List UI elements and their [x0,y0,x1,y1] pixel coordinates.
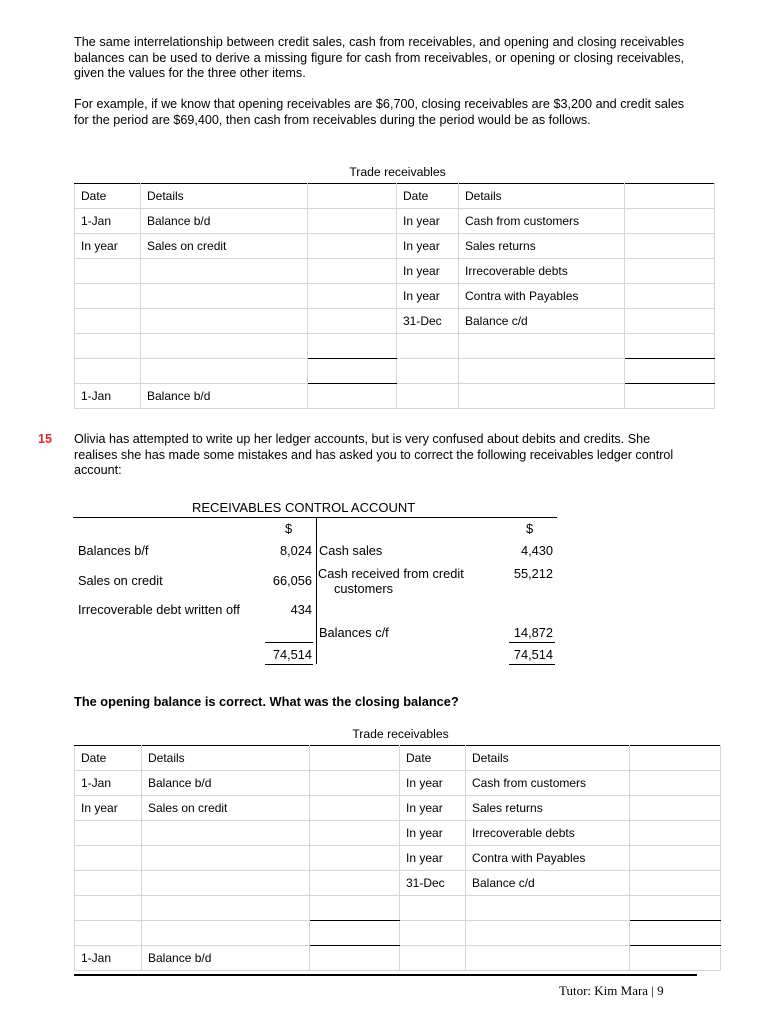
credit-currency: $ [526,521,534,536]
trade-receivables-ledger-2 [74,722,721,971]
account-title: RECEIVABLES CONTROL ACCOUNT [192,500,416,515]
ledger-date: In year [397,284,459,309]
ledger-details: Balance c/d [466,871,630,896]
ledger-title: Trade receivables [349,164,446,179]
credit-label-continued: customers [334,581,394,596]
ledger-details: Balance b/d [142,946,310,971]
ledger-date: 31-Dec [400,871,466,896]
page-footer: Tutor: Kim Mara | 9 [559,983,664,998]
credit-total-rule [509,642,555,643]
ledger-title: Trade receivables [352,726,449,741]
intro-paragraph-2: For example, if we know that opening receivables are $6,700, closing receivables are $3,200 and credit sales for the period are $69,400, then cash from receivables during the period would be as follows. [74,97,684,127]
ledger-details: Sales on credit [141,234,308,259]
credit-amount: 4,430 [520,543,553,558]
date-header: Date [397,184,459,209]
debit-total-underline [265,664,313,665]
intro-paragraph-1: The same interrelationship between credit sales, cash from receivables, and opening and closing receivables balances can be used to derive a missing figure for cash from receivables, or opening or closing receivables, given the values for the three other items. [74,35,684,80]
ledger-date: 1-Jan [75,771,142,796]
details-header: Details [459,184,625,209]
debit-total: 74,514 [272,647,312,662]
credit-label: Cash received from credit [318,566,464,581]
ledger-details: Contra with Payables [466,846,630,871]
ledger-date: 31-Dec [397,309,459,334]
details-header: Details [141,184,308,209]
question-number: 15 [38,432,53,446]
ledger-date: In year [397,259,459,284]
ledger-details: Irrecoverable debts [459,259,625,284]
details-header: Details [466,746,630,771]
ledger-date: In year [400,771,466,796]
ledger-date: 1-Jan [75,946,142,971]
credit-amount: 55,212 [513,566,553,581]
details-header: Details [142,746,310,771]
ledger-details: Sales on credit [142,796,310,821]
credit-label: Balances c/f [319,625,389,640]
ledger-date: In year [400,796,466,821]
date-header: Date [75,184,141,209]
footer-rule [74,974,697,976]
ledger-date: In year [400,846,466,871]
debit-amount: 434 [290,602,312,617]
debit-amount: 8,024 [279,543,312,558]
credit-total-underline [509,664,555,665]
question-text: Olivia has attempted to write up her ledger accounts, but is very confused about debits and credits. She realises she has made some mistakes and has asked you to correct the following receivables ledger control account: [74,432,674,477]
ledger-date: In year [400,821,466,846]
ledger-details: Balance c/d [459,309,625,334]
credit-label: Cash sales [319,543,383,558]
ledger-details: Irrecoverable debts [466,821,630,846]
credit-amount: 14,872 [513,625,553,640]
ledger-details: Balance b/d [141,384,308,409]
ledger-details: Sales returns [466,796,630,821]
ledger-date: In year [397,209,459,234]
trade-receivables-ledger-1 [74,160,715,409]
date-header: Date [75,746,142,771]
ledger-details: Balance b/d [141,209,308,234]
ledger-date: In year [75,234,141,259]
closing-balance-question: The opening balance is correct. What was the closing balance? [74,694,459,709]
debit-currency: $ [285,521,293,536]
ledger-details: Contra with Payables [459,284,625,309]
debit-amount: 66,056 [272,573,312,588]
account-top-rule [73,517,557,518]
ledger-details: Sales returns [459,234,625,259]
debit-label: Irrecoverable debt written off [78,602,240,617]
debit-total-rule [265,642,313,643]
ledger-details: Cash from customers [466,771,630,796]
ledger-date: 1-Jan [75,209,141,234]
ledger-details: Balance b/d [142,771,310,796]
credit-total: 74,514 [513,647,553,662]
date-header: Date [400,746,466,771]
account-center-rule [316,518,317,664]
ledger-date: 1-Jan [75,384,141,409]
ledger-details: Cash from customers [459,209,625,234]
debit-label: Sales on credit [78,573,163,588]
ledger-date: In year [397,234,459,259]
debit-label: Balances b/f [78,543,149,558]
ledger-date: In year [75,796,142,821]
